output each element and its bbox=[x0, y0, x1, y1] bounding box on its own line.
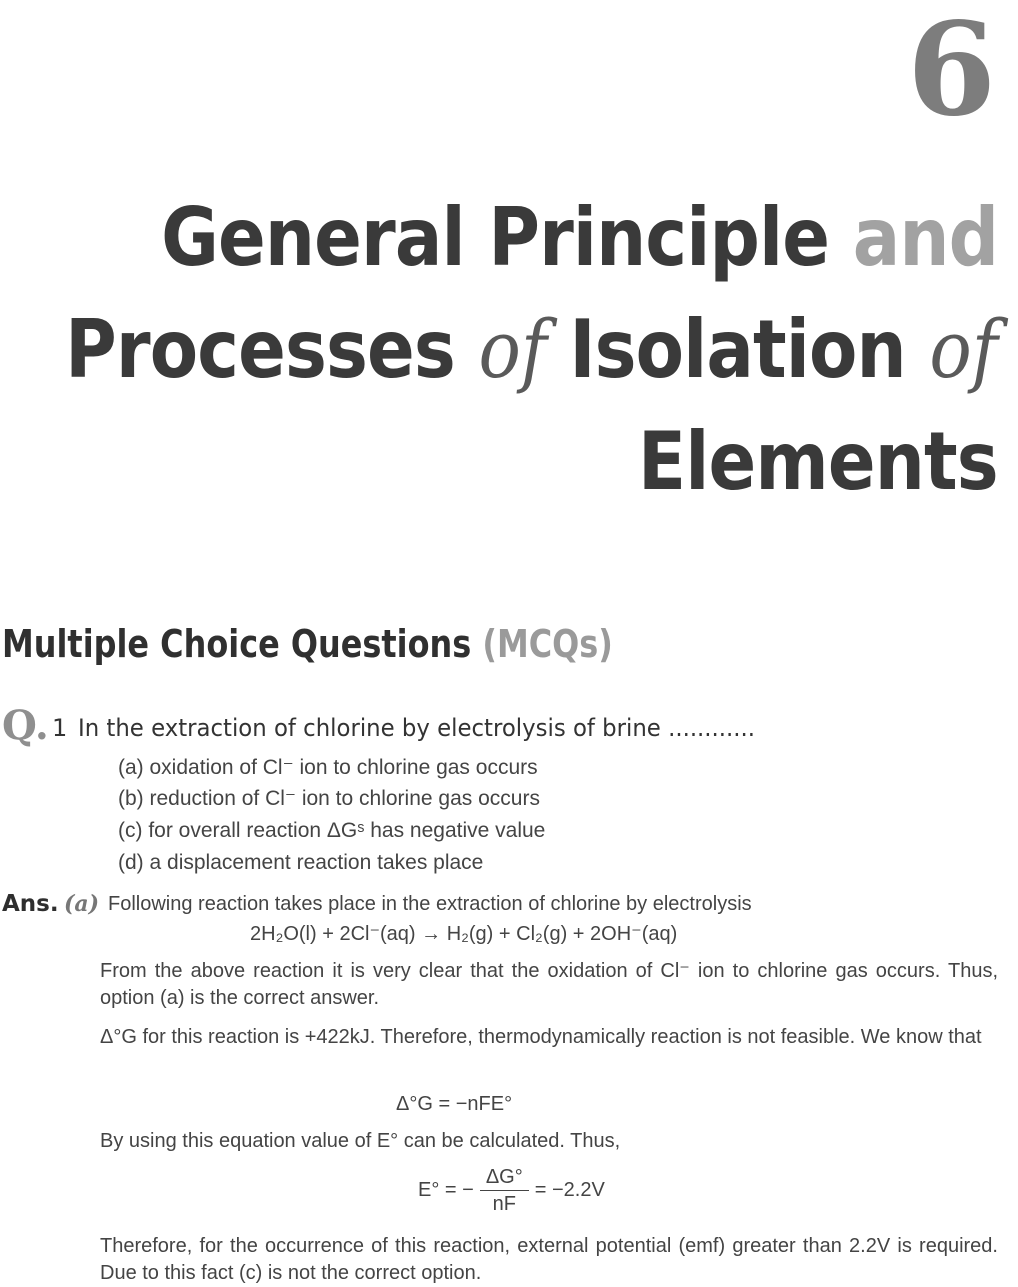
option-b: (b) reduction of Cl⁻ ion to chlorine gas occurs bbox=[118, 787, 540, 810]
question-number: 1 bbox=[52, 714, 68, 742]
section-heading-grey: (MCQs) bbox=[482, 622, 613, 666]
equation-fraction bbox=[480, 1164, 529, 1217]
option-a: (a) oxidation of Cl⁻ ion to chlorine gas occurs bbox=[118, 756, 538, 779]
title-text: Isolation bbox=[569, 303, 930, 396]
answer-paragraph-4: Therefore, for the occurrence of this reaction, external potential (emf) greater than 2.2V is required. Due to this fact (c) is not the correct option. bbox=[100, 1235, 998, 1284]
chapter-title-line-2 bbox=[65, 302, 998, 398]
option-c: (c) for overall reaction ΔGˢ has negative value bbox=[118, 819, 546, 842]
equation-rhs: = −2.2V bbox=[534, 1178, 605, 1201]
answer-paragraph-1: From the above reaction it is very clear that the oxidation of Cl⁻ ion to chlorine gas occurs. Thus, option (a) is the correct answer. bbox=[100, 960, 998, 1009]
title-of-italic: of bbox=[478, 303, 570, 396]
equation-potential bbox=[418, 1164, 605, 1217]
title-text: General Principle bbox=[160, 191, 853, 284]
answer-paragraph-3: By using this equation value of E° can be calculated. Thus, bbox=[100, 1130, 621, 1152]
equation-reaction: 2H₂O(l) + 2Cl⁻(aq) → H₂(g) + Cl₂(g) + 2OH⁻(aq) bbox=[250, 923, 678, 945]
question-marker: Q. bbox=[2, 702, 49, 749]
chapter-title-line-1 bbox=[161, 190, 998, 286]
answer-choice: (a) bbox=[64, 891, 100, 917]
answer-label: Ans. bbox=[2, 891, 59, 917]
title-text-grey: and bbox=[852, 191, 998, 284]
fraction-numerator: ΔG° bbox=[480, 1164, 529, 1191]
chapter-title-line-3: Elements bbox=[638, 415, 998, 508]
equation-gibbs: Δ°G = −nFE° bbox=[396, 1093, 513, 1115]
title-of-italic: of bbox=[929, 303, 998, 396]
fraction-denominator: nF bbox=[492, 1193, 516, 1215]
chapter-number: 6 bbox=[906, 0, 996, 145]
section-heading bbox=[2, 620, 613, 668]
option-d: (d) a displacement reaction takes place bbox=[118, 851, 484, 874]
title-text: Processes bbox=[65, 303, 479, 396]
section-heading-text: Multiple Choice Questions bbox=[2, 622, 483, 666]
answer-paragraph-2: Δ°G for this reaction is +422kJ. Therefore, thermodynamically reaction is not feasible. We know that bbox=[100, 1026, 982, 1048]
answer-intro: Following reaction takes place in the extraction of chlorine by electrolysis bbox=[108, 893, 752, 915]
equation-lhs: E° = − bbox=[418, 1178, 474, 1201]
question-text: In the extraction of chlorine by electrolysis of brine ............ bbox=[78, 714, 756, 742]
